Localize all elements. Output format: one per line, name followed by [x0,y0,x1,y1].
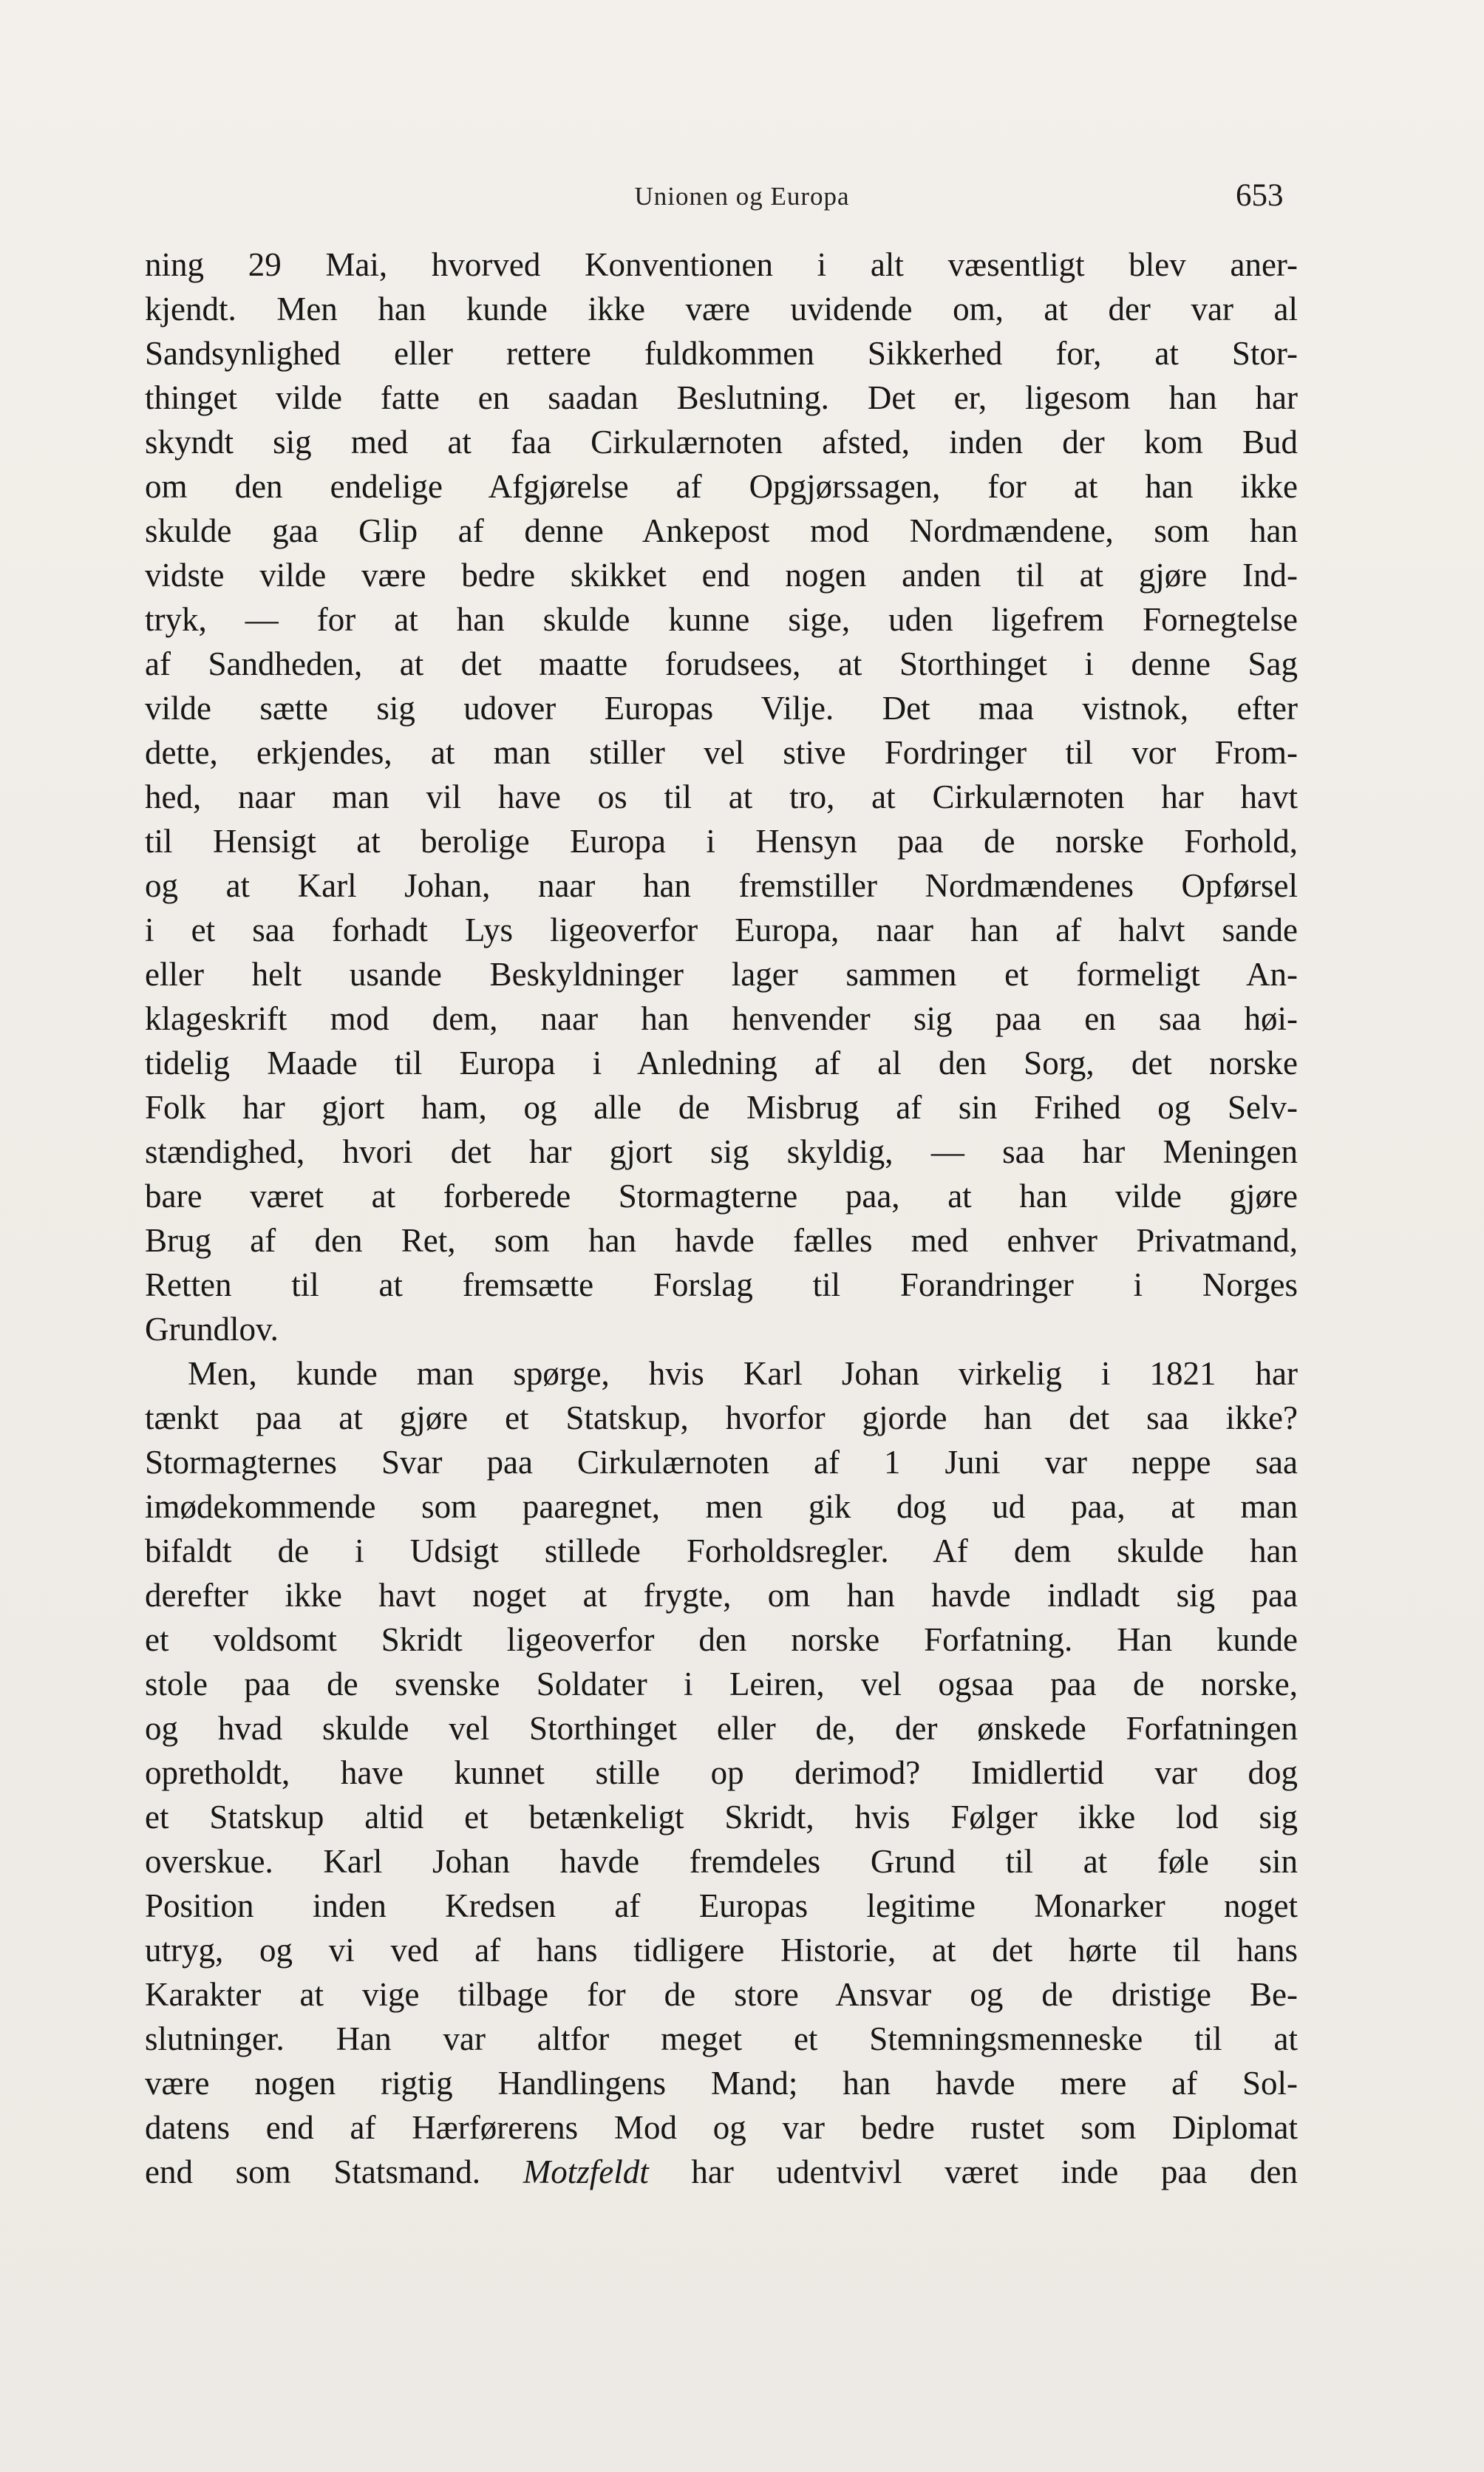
text-line: vidste vilde være bedre skikket end nogen anden til at gjøre Ind- [145,557,1298,594]
text-line: Sandsynlighed eller rettere fuldkommen Sikkerhed for, at Stor- [145,335,1298,372]
text-line: Brug af den Ret, som han havde fælles med enhver Privatmand, [145,1222,1298,1259]
text-line: vilde sætte sig udover Europas Vilje. Det maa vistnok, efter [145,690,1298,727]
text-line: tryk, — for at han skulde kunne sige, uden ligefrem Fornegtelse [145,601,1298,638]
text-line: dette, erkjendes, at man stiller vel stive Fordringer til vor From- [145,734,1298,771]
text-line: imødekommende som paaregnet, men gik dog ud paa, at man [145,1488,1298,1525]
page-number: 653 [1236,178,1284,213]
text-line: Grundlov. [145,1311,279,1348]
text-line: eller helt usande Beskyldninger lager sammen et formeligt An- [145,956,1298,993]
text-line-final [145,2150,1298,2194]
text-line: Karakter at vige tilbage for de store Ansvar og de dristige Be- [145,1976,1298,2013]
text-line: skulde gaa Glip af denne Ankepost mod Nordmændene, som han [145,512,1298,549]
text-line: ning 29 Mai, hvorved Konventionen i alt væsentligt blev aner- [145,246,1298,283]
text-line: Position inden Kredsen af Europas legitime Monarker noget [145,1887,1298,1924]
text-line: tænkt paa at gjøre et Statskup, hvorfor gjorde han det saa ikke? [145,1399,1298,1436]
text-line: i et saa forhadt Lys ligeoverfor Europa, naar han af halvt sande [145,911,1298,948]
text-line: slutninger. Han var altfor meget et Stemningsmenneske til at [145,2020,1298,2057]
text-line: være nogen rigtig Handlingens Mand; han havde mere af Sol- [145,2065,1298,2102]
text-line: stændighed, hvori det har gjort sig skyldig, — saa har Meningen [145,1133,1298,1170]
text-line: hed, naar man vil have os til at tro, at Cirkulærnoten har havt [145,778,1298,815]
text-line: Folk har gjort ham, og alle de Misbrug af sin Frihed og Selv- [145,1089,1298,1126]
text-line: til Hensigt at berolige Europa i Hensyn paa de norske Forhold, [145,823,1298,860]
text-line: og hvad skulde vel Storthinget eller de, der ønskede Forfatningen [145,1710,1298,1747]
text-line: thinget vilde fatte en saadan Beslutning. Det er, ligesom han har [145,379,1298,416]
text-line: utryg, og vi ved af hans tidligere Historie, at det hørte til hans [145,1932,1298,1969]
final-line-start: end som Statsmand. [145,2153,481,2190]
text-line: om den endelige Afgjørelse af Opgjørssagen, for at han ikke [145,468,1298,505]
text-line: opretholdt, have kunnet stille op derimod? Imidlertid var dog [145,1754,1298,1791]
text-line: af Sandheden, at det maatte forudsees, at Storthinget i denne Sag [145,645,1298,682]
text-line: stole paa de svenske Soldater i Leiren, vel ogsaa paa de norske, [145,1665,1298,1702]
body-text [145,242,1298,2194]
running-title: Unionen og Europa [634,182,850,211]
text-line: et Statskup altid et betænkeligt Skridt, hvis Følger ikke lod sig [145,1799,1298,1836]
text-line: og at Karl Johan, naar han fremstiller Nordmændenes Opførsel [145,867,1298,904]
text-line: bifaldt de i Udsigt stillede Forholdsregler. Af dem skulde han [145,1532,1298,1569]
text-line: klageskrift mod dem, naar han henvender sig paa en saa høi- [145,1000,1298,1037]
text-line: et voldsomt Skridt ligeoverfor den norske Forfatning. Han kunde [145,1621,1298,1658]
text-line: Men, kunde man spørge, hvis Karl Johan virkelig i 1821 har [188,1355,1298,1392]
paragraph-2 [145,1351,1298,2194]
text-line: datens end af Hærførerens Mod og var bedre rustet som Diplomat [145,2109,1298,2146]
text-line: bare været at forberede Stormagterne paa, at han vilde gjøre [145,1178,1298,1215]
text-line: derefter ikke havt noget at frygte, om han havde indladt sig paa [145,1577,1298,1614]
text-line: kjendt. Men han kunde ikke være uvidende om, at der var al [145,291,1298,327]
name-emphasis: Motzfeldt [523,2153,649,2190]
text-line: Retten til at fremsætte Forslag til Forandringer i Norges [145,1266,1298,1303]
text-line: Stormagternes Svar paa Cirkulærnoten af 1 Juni var neppe saa [145,1444,1298,1481]
paragraph-1 [145,242,1298,1351]
final-line-end: har udentvivl været inde paa den [691,2153,1298,2190]
text-line: overskue. Karl Johan havde fremdeles Grund til at føle sin [145,1843,1298,1880]
text-line: tidelig Maade til Europa i Anledning af al den Sorg, det norske [145,1045,1298,1082]
text-line: skyndt sig med at faa Cirkulærnoten afsted, inden der kom Bud [145,424,1298,461]
